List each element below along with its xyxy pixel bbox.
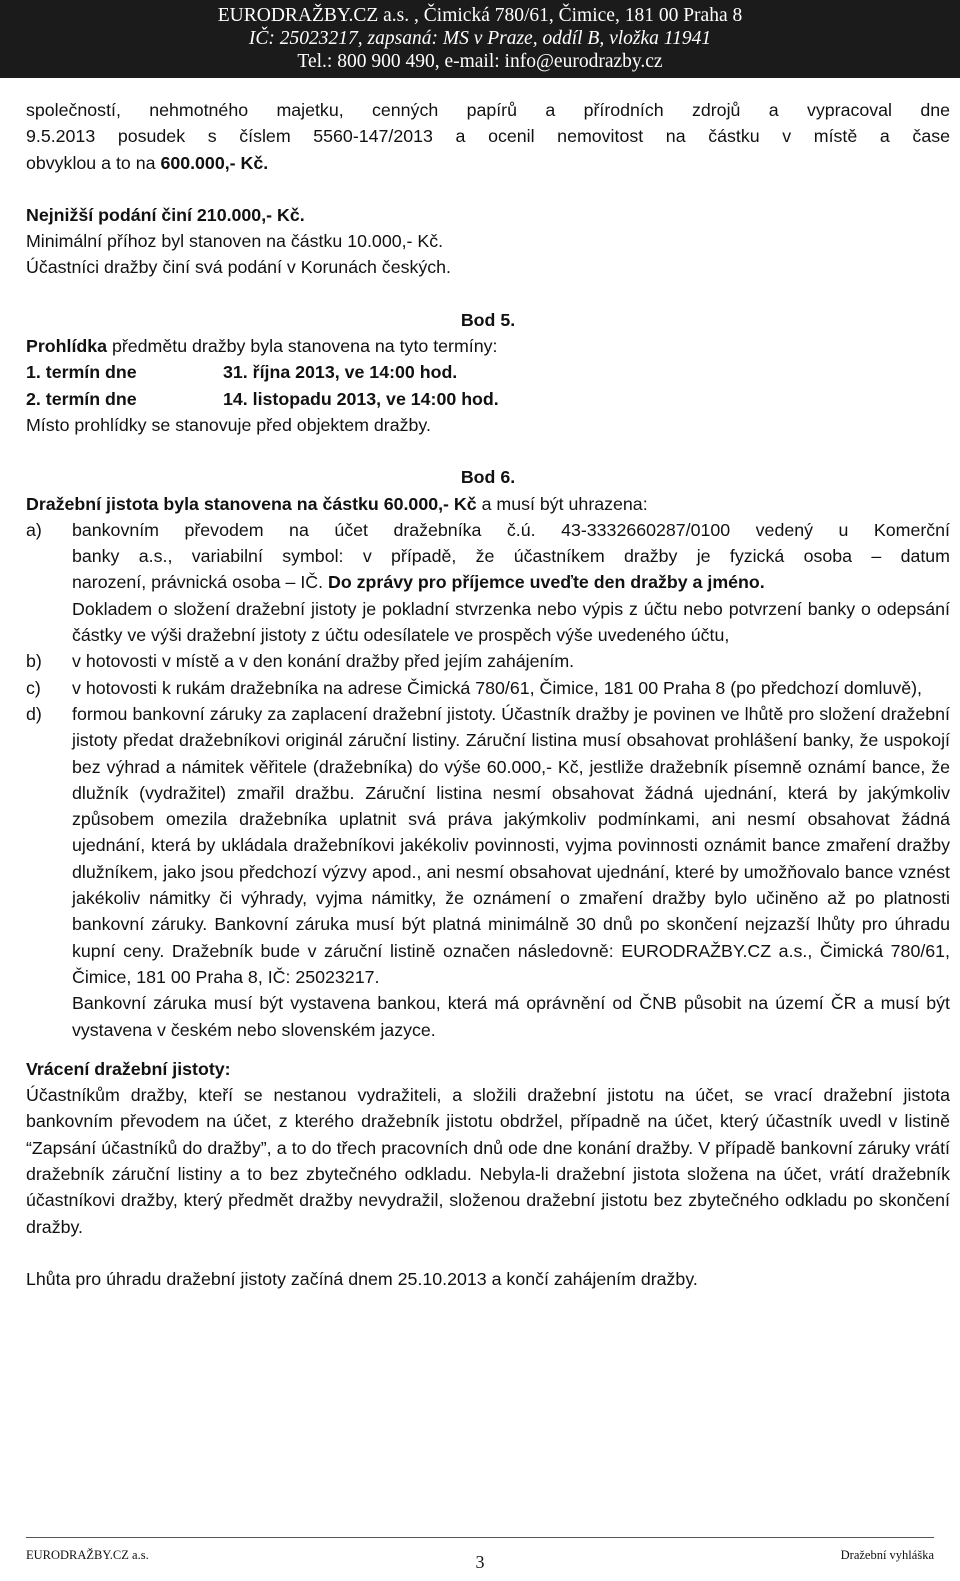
list-marker: b) [26,651,42,672]
refund-text: Účastníkům dražby, kteří se nestanou vydražiteli, a složili dražební jistotu na účet, se vrací dražební jistota bankovním převodem na účet, z kterého dražebník jistotu obdržel, případně na účet, který účastník uvedl v listině “Zapsání účastníků do dražby”, a to do třech pracovních dnů ode dne konání dražby. V případě bankovní záruky vrátí dražebník záruční listiny a to bez zbytečného odkladu. Nebyla-li dražební jistota složena na účet, vrátí dražebník účastníkovi dražby, který předmět dražby nevydražil, složenou dražební jistotu bez zbytečného odkladu po skončení dražby. [26,1085,950,1237]
currency-note: Účastníci dražby činí svá podání v Korunách českých. [26,257,451,278]
intro-text: obvyklou a to na [26,152,161,173]
term-date: 14. listopadu 2013, ve 14:00 hod. [223,388,499,409]
option-d-guarantee-note: Bankovní záruka musí být vystavena bankou, která má oprávnění od ČNB působit na území ČR a musí být vystavena v českém nebo slovenském jazyce. [72,993,950,1040]
payment-option-c [26,675,950,701]
deposit-amount: Dražební jistota byla stanovena na částku 60.000,- Kč [26,493,477,514]
term-label: 1. termín dne [26,362,137,383]
deposit-intro-text: a musí být uhrazena: [476,493,648,514]
list-marker: a) [26,519,42,540]
deposit-deadline: Lhůta pro úhradu dražební jistoty začíná dnem 25.10.2013 a končí zahájením dražby. [26,1268,698,1289]
footer-document-title: Dražební vyhláška [840,1548,934,1562]
payment-option-d [26,701,950,1043]
payment-reference-note: Do zprávy pro příjemce uveďte den dražby a jméno. [328,572,765,593]
inspection-intro [26,333,950,359]
letterhead-contact: Tel.: 800 900 490, e-mail: info@eurodrazby.cz [297,51,663,72]
document-body [26,97,950,1292]
option-a-line: bankovním převodem na účet dražebníka č.ú. 43-3332660287/0100 vedený u Komerční [72,519,950,540]
letterhead-company: EURODRAŽBY.CZ a.s. , Čimická 780/61, Čimice, 181 00 Praha 8 [217,5,743,26]
inspection-term-1 [26,359,950,385]
page-number: 3 [475,1552,485,1572]
footer-divider [26,1537,934,1538]
section-heading-bod5: Bod 5. [460,309,516,330]
letterhead-registration: IČ: 25023217, zapsaná: MS v Praze, oddíl B, vložka 11941 [248,28,712,49]
page-footer [26,1546,934,1576]
lowest-bid: Nejnižší podání činí 210.000,- Kč. [26,204,305,225]
option-d-text: formou bankovní záruky za zaplacení dražební jistoty. Účastník dražby je povinen ve lhůtě pro složení dražební jistoty předat dražebníkovi originál záruční listiny. Záruční listina musí obsahovat prohlášení banky, že uspokojí bez výhrad a námitek věřitele (dražebníka) do výše 60.000,- Kč, jestliže dražebník písemně oznámí bance, že dlužník (vydražitel) zmařil dražbu. Záruční listina nesmí obsahovat žádná ujednání, která by jakýmkoliv způsobem omezila dražebníka uplatnit svá práva jakýmkoliv podmínkami, ani nesmí obsahovat žádná ujednání, která by ukládala dražebníkovi jakékoliv povinnosti, vyjma povinnosti oznámit bance zmaření dražby dlužníkem, jako jsou předchozí výzvy apod., ani nesmí obsahovat ujednání, které by umožňovalo bance vznést jakékoliv námitky či výhrady, vyjma námitky, že oznámení o zmaření dražby bylo učiněno až po platnosti bankovní záruky. Bankovní záruka musí být platná minimálně 30 dnů po skončení nejzazší lhůty pro úhradu kupní ceny. Dražebník bude v záruční listině označen následovně: EURODRAŽBY.CZ a.s., Čimická 780/61, Čimice, 181 00 Praha 8, IČ: 25023217. [72,703,950,987]
list-marker: c) [26,677,41,698]
minimum-increment: Minimální příhoz byl stanoven na částku 10.000,- Kč. [26,231,444,252]
intro-line [26,150,950,176]
option-a-line: banky a.s., variabilní symbol: v případě, že účastníkem dražby je fyzická osoba – datum [72,546,950,567]
payment-option-a [26,517,950,648]
option-b-text: v hotovosti v místě a v den konání dražby před jejím zahájením. [72,651,575,672]
inspection-intro-text: předmětu dražby byla stanovena na tyto termíny: [107,336,498,357]
term-date: 31. října 2013, ve 14:00 hod. [223,362,458,383]
inspection-keyword: Prohlídka [26,336,108,357]
option-a-line [72,569,950,595]
inspection-place: Místo prohlídky se stanovuje před objektem dražby. [26,414,431,435]
term-label: 2. termín dne [26,388,137,409]
deposit-intro [26,491,950,517]
option-a-text: narození, právnická osoba – IČ. [72,572,328,593]
estimated-value: 600.000,- Kč. [160,152,269,173]
option-a-proof: Dokladem o složení dražební jistoty je pokladní stvrzenka nebo výpis z účtu nebo potvrzení banky o odepsání částky ve výši dražební jistoty z účtu odesílatele ve prospěch výše uvedeného účtu, [72,598,950,646]
letterhead [0,0,960,78]
payment-option-b [26,648,950,674]
intro-line: společností, nehmotného majetku, cenných papírů a přírodních zdrojů a vypracoval dne [26,100,950,120]
section-heading-bod6: Bod 6. [460,467,516,488]
option-c-text: v hotovosti k rukám dražebníka na adrese Čimická 780/61, Čimice, 181 00 Praha 8 (po předchozí domluvě), [72,677,922,698]
list-marker: d) [26,703,42,724]
refund-heading: Vrácení dražební jistoty: [26,1058,231,1079]
footer-company: EURODRAŽBY.CZ a.s. [26,1548,149,1562]
inspection-term-2 [26,386,950,412]
intro-line: 9.5.2013 posudek s číslem 5560-147/2013 a ocenil nemovitost na částku v místě a čase [26,126,950,147]
